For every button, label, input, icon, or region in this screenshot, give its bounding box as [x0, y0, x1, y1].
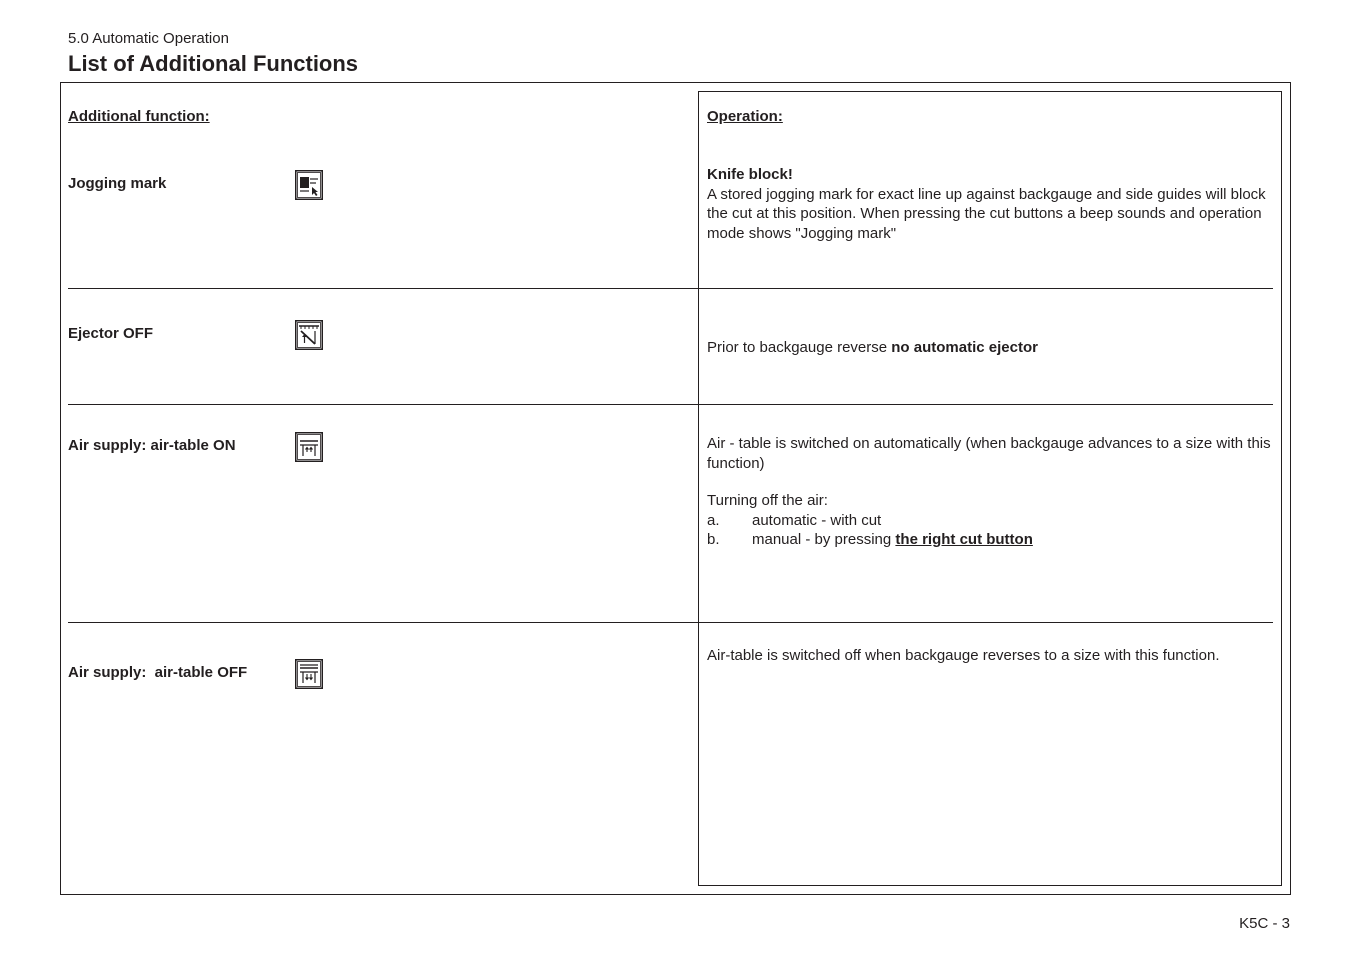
operation-column-header: Operation:: [707, 108, 783, 125]
row-divider: [68, 288, 698, 289]
operation-emphasis: no automatic ejector: [891, 339, 1038, 356]
operation-air-table-on: [707, 434, 1273, 550]
function-label-jogging-mark: Jogging mark: [68, 175, 167, 192]
operation-ejector-off: [707, 338, 1273, 358]
function-column-header: Additional function:: [68, 108, 210, 125]
row-divider: [699, 288, 1273, 289]
page-title: List of Additional Functions: [68, 51, 359, 76]
row-divider: [699, 404, 1273, 405]
page-number: K5C - 3: [1239, 915, 1290, 932]
list-marker: b.: [707, 531, 720, 548]
section-label: 5.0 Automatic Operation: [68, 30, 229, 47]
list-intro: Turning off the air:: [707, 492, 828, 509]
list-marker: a.: [707, 511, 720, 529]
operation-text: Prior to backgauge reverse no automatic ejector: [707, 339, 1038, 356]
knife-block-heading: Knife block!: [707, 166, 793, 183]
list-item: [707, 511, 1273, 531]
function-label-ejector-off: Ejector OFF: [68, 325, 154, 342]
row-divider: [68, 404, 698, 405]
air-table-on-icon: [295, 432, 323, 462]
operation-text: Air - table is switched on automatically (when backgauge advances to a size with this function): [707, 435, 1271, 472]
right-cut-button-emphasis: the right cut button: [895, 531, 1033, 548]
list-item-text: manual - by pressing the right cut button: [752, 531, 1033, 548]
operation-text: Air-table is switched off when backgauge reverses to a size with this function.: [707, 647, 1220, 664]
function-label-air-table-on: Air supply: air-table ON: [68, 437, 236, 454]
air-table-off-icon: [295, 659, 323, 689]
list-item: [707, 530, 1273, 550]
operation-text: A stored jogging mark for exact line up against backgauge and side guides will block the cut at this position. When pressing the cut buttons a beep sounds and operation mode shows "Jogging mark": [707, 185, 1266, 242]
list-item-text: automatic - with cut: [752, 511, 882, 529]
function-label-air-table-off: Air supply: air-table OFF: [68, 664, 248, 681]
jogging-mark-icon: [295, 170, 323, 200]
row-divider: [699, 622, 1273, 623]
ejector-off-icon: [295, 320, 323, 350]
operation-air-table-off: [707, 646, 1273, 666]
row-divider: [68, 622, 698, 623]
operation-jogging-mark: [707, 165, 1273, 243]
